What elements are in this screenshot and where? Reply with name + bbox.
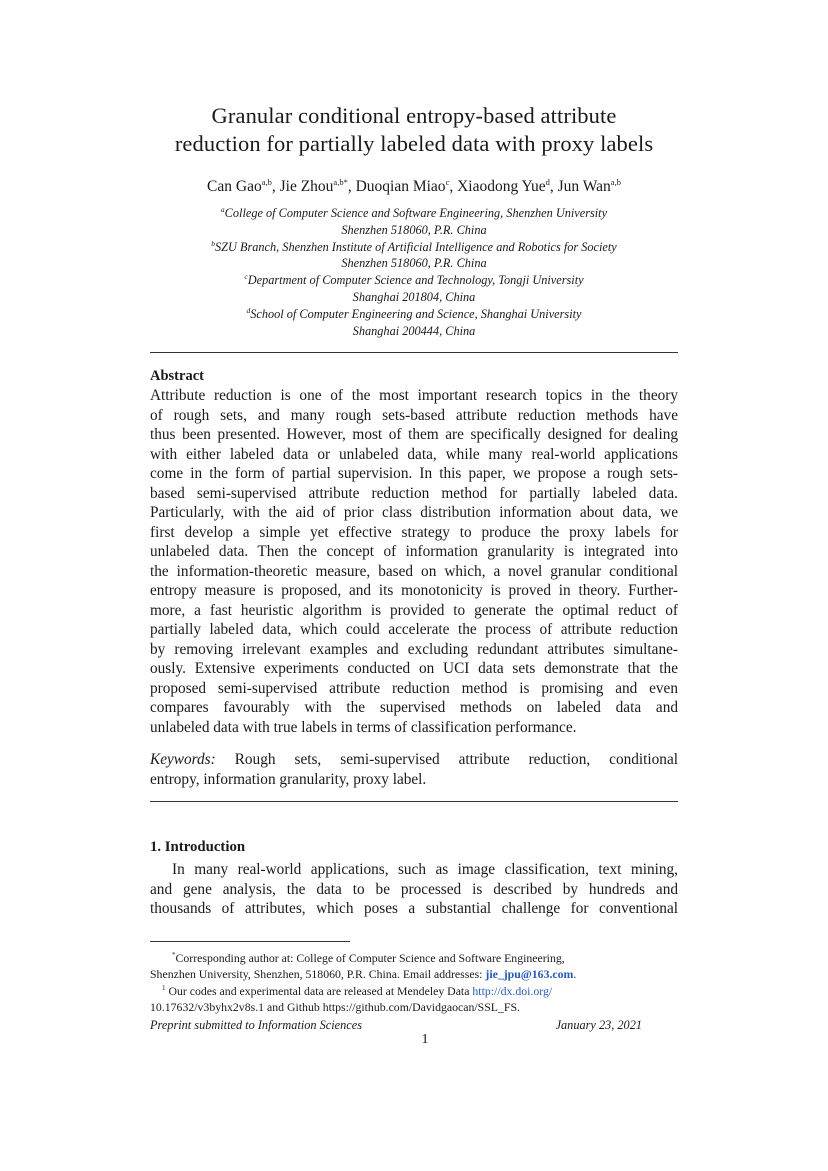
footnote-1-line-2: 10.17632/v3byhx2v8s.1 and Github https://github.com/Davidgaocan/SSL_FS. [150, 1000, 520, 1014]
abstract-line: thus been presented. However, most of them are specifically designed for dealing [150, 426, 678, 443]
abstract-line: by removing irrelevant examples and excluding redundant attributes simultane- [150, 640, 678, 658]
abstract-line: entropy measure is proposed, and its monotonicity is proved in theory. Further- [150, 582, 678, 599]
author-separator: , [549, 178, 558, 195]
affil-text: College of Computer Science and Software Engineering, Shenzhen University [224, 206, 608, 220]
abstract-line: based semi-supervised attribute reduction method for partially labeled data. [150, 484, 678, 502]
abstract-line: come in the form of partial supervision. In this paper, we propose a rough sets- [150, 465, 678, 482]
doi-link[interactable]: http://dx.doi.org/ [472, 984, 553, 998]
affiliation-c-line-1 [150, 272, 678, 289]
affiliation-list [150, 205, 678, 339]
affiliation-a-line-2: Shenzhen 518060, P.R. China [341, 222, 487, 237]
intro-line: thousands of attributes, which poses a substantial challenge for conventional [150, 900, 678, 917]
affiliation-a-line-1 [150, 205, 678, 222]
footnote-text: Our codes and experimental data are released at Mendeley Data [165, 984, 473, 998]
author-name: Xiaodong Yue [457, 178, 546, 195]
affiliation-b-line-1 [150, 239, 678, 256]
footnote-text: . [573, 967, 577, 981]
paper-title [100, 102, 728, 158]
author-name: Duoqian Miao [355, 178, 446, 195]
footnote-corresponding-line-2 [150, 967, 678, 982]
author-affil-mark: c [445, 176, 450, 187]
footnote-text: Corresponding author at: College of Computer Science and Software Engineering, [175, 951, 565, 965]
footnote-1-line-1 [162, 984, 690, 999]
email-link[interactable]: jie_jpu@163.com [485, 967, 574, 981]
footnote-rule [150, 941, 350, 942]
intro-line: In many real-world applications, such as image classification, text mining, [172, 861, 678, 878]
abstract-line: unlabeled data. Then the concept of information granularity is integrated into [150, 543, 678, 560]
affiliation-d-line-2: Shanghai 200444, China [352, 323, 476, 338]
abstract-line: partially labeled data, which could accelerate the process of attribute reduction [150, 621, 678, 638]
author-affil-mark: d [545, 176, 550, 187]
affiliation-c-line-2: Shanghai 201804, China [352, 289, 476, 304]
keywords-line-2: entropy, information granularity, proxy label. [150, 770, 427, 788]
footnote-mark: * [172, 951, 176, 960]
author-affil-mark: a,b [261, 176, 272, 187]
page-number: 1 [421, 1032, 429, 1047]
abstract-line: Attribute reduction is one of the most important research topics in the theory [150, 387, 678, 404]
preprint-note: Preprint submitted to Information Sciences [150, 1018, 362, 1032]
footnote-text: Shenzhen University, Shenzhen, 518060, P.R. China. Email addresses: [150, 967, 486, 981]
abstract-line: unlabeled data with true labels in terms of classification performance. [150, 718, 577, 736]
abstract-top-rule [150, 352, 678, 353]
author-separator: , [347, 178, 356, 195]
keywords-label: Keywords: [150, 751, 216, 768]
affiliation-d-line-1 [150, 306, 678, 323]
abstract-heading: Abstract [150, 368, 204, 384]
abstract-line: Particularly, with the aid of prior class distribution information about data, we [150, 504, 678, 521]
abstract-line: proposed semi-supervised attribute reduction method is promising and even [150, 679, 678, 697]
affil-text: SZU Branch, Shenzhen Institute of Artificial Intelligence and Robotics for Society [215, 239, 617, 254]
section-heading-introduction: 1. Introduction [150, 839, 246, 855]
preprint-date: January 23, 2021 [555, 1018, 642, 1032]
keywords-line-1 [150, 750, 678, 770]
abstract-line: ously. Extensive experiments conducted on UCI data sets demonstrate that the [150, 660, 678, 677]
affiliation-b-line-2: Shenzhen 518060, P.R. China [341, 256, 487, 271]
abstract-line: first develop a simple yet effective strategy to produce the proxy labels for [150, 523, 678, 541]
footnote-corresponding-line-1 [172, 951, 700, 966]
abstract-line: the information-theoretic measure, based on which, a novel granular conditional [150, 562, 678, 580]
affil-text: Department of Computer Science and Technology, Tongji University [247, 273, 584, 288]
author-name: Can Gao [207, 178, 262, 195]
affil-mark: b [211, 238, 215, 248]
author-separator: , [449, 178, 458, 195]
author-name: Jie Zhou [279, 178, 334, 195]
author-affil-mark: a,b* [333, 176, 348, 187]
affil-text: School of Computer Engineering and Science, Shanghai University [250, 306, 582, 321]
abstract-line: more, a fast heuristic algorithm is provided to generate the optimal reduct of [150, 601, 678, 619]
author-list [100, 178, 728, 196]
intro-line: and gene analysis, the data to be processed is described by hundreds and [150, 880, 678, 898]
abstract-line: compares favourably with the supervised methods on labeled data and [150, 699, 678, 716]
abstract-bottom-rule [150, 801, 678, 802]
abstract-line: of rough sets, and many rough sets-based attribute reduction methods have [150, 406, 678, 424]
affil-mark: c [244, 272, 248, 282]
author-separator: , [271, 178, 280, 195]
keywords-text: Rough sets, semi-supervised attribute reduction, conditional [215, 751, 678, 768]
abstract-line: with either labeled data or unlabeled data, while many real-world applications [150, 445, 678, 463]
title-line-2: reduction for partially labeled data with proxy labels [174, 131, 654, 156]
author-name: Jun Wan [557, 178, 611, 195]
footnote-mark: 1 [162, 984, 166, 993]
affil-mark: a [220, 204, 225, 214]
affil-mark: d [246, 305, 251, 315]
author-affil-mark: a,b [610, 176, 621, 187]
title-line-1: Granular conditional entropy-based attribute [211, 103, 617, 128]
